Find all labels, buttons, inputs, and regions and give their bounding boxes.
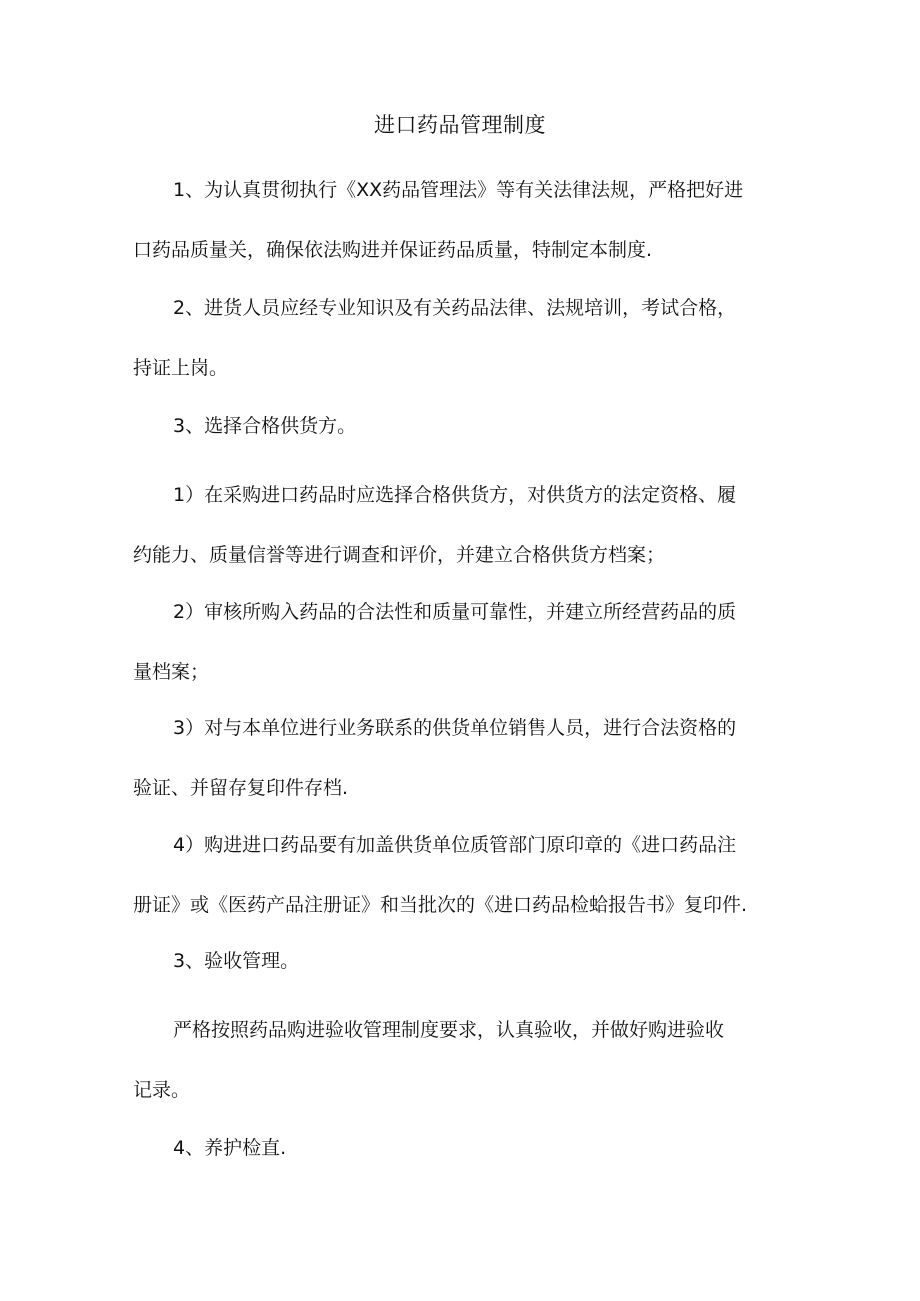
paragraph-9 (133, 1000, 793, 1120)
paragraph-line: 1）在采购进口药品时应选择合格供货方，对供货方的法定资格、履 (173, 484, 737, 506)
paragraph-line: 4）购进进口药品要有加盖供货单位质管部门原印章的《进口药品注 (173, 834, 737, 856)
paragraph-line: 1、为认真贯彻执行《XX药品管理法》等有关法律法规，严格把好进 (173, 179, 744, 201)
paragraph-line: 记录。 (133, 1079, 191, 1101)
paragraph-line: 2、进货人员应经专业知识及有关药品法律、法规培训，考试合格， (173, 297, 737, 319)
paragraph-line: 约能力、质量信誉等进行调查和评价，并建立合格供货方档案； (133, 544, 666, 566)
paragraph-line: 严格按照药品购进验收管理制度要求，认真验收，并做好购进验收 (173, 1019, 725, 1041)
paragraph-line: 3）对与本单位进行业务联系的供货单位销售人员，进行合法资格的 (173, 717, 737, 739)
paragraph-line: 册证》或《医药产品注册证》和当批次的《进口药品检蛤报告书》复印件. (133, 894, 748, 916)
paragraph-4 (133, 465, 793, 585)
paragraph-5 (133, 582, 793, 702)
paragraph-line: 4、养护检直. (173, 1137, 287, 1159)
document-title: 进口药品管理制度 (374, 113, 546, 137)
paragraph-1 (133, 160, 793, 280)
paragraph-8 (133, 931, 793, 991)
paragraph-line: 3、选择合格供货方。 (173, 415, 357, 437)
paragraph-2 (133, 278, 793, 398)
paragraph-6 (133, 698, 793, 818)
paragraph-line: 验证、并留存复印件存档. (133, 777, 349, 799)
paragraph-line: 2）审核所购入药品的合法性和质量可靠性，并建立所经营药品的质 (173, 601, 737, 623)
paragraph-line: 口药品质量关，确保依法购进并保证药品质量，特制定本制度. (133, 239, 653, 261)
paragraph-7 (133, 815, 793, 935)
paragraph-line: 持证上岗。 (133, 357, 229, 379)
paragraph-3 (133, 396, 793, 456)
paragraph-line: 量档案； (133, 661, 210, 683)
paragraph-line: 3、验收管理。 (173, 950, 300, 972)
paragraph-10 (133, 1118, 793, 1178)
